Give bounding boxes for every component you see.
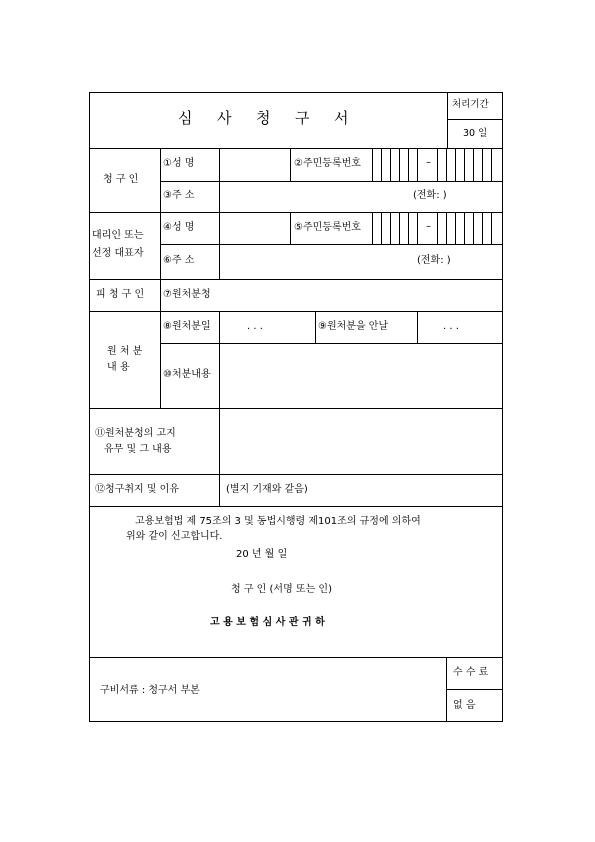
- notice-date-label: ⑨원처분을 안날: [318, 321, 389, 332]
- representative-label: 대리인 또는: [92, 230, 144, 241]
- title-char: 청: [256, 109, 271, 127]
- title-char: 서: [334, 109, 349, 127]
- phone-field: (전화: ): [417, 255, 451, 266]
- purpose-value: (별지 기재와 같음): [226, 484, 308, 495]
- phone-field: (전화: ): [413, 190, 447, 201]
- rrn-dash: –: [426, 157, 431, 168]
- processing-period-label: 처리기간: [452, 99, 489, 110]
- notice-label: ⑪원처분청의 고지: [95, 428, 176, 439]
- rrn-dash: –: [426, 221, 431, 232]
- fee-value: 없 음: [453, 700, 476, 711]
- disposition-date-label: ⑧원처분일: [163, 321, 211, 332]
- title-char: 사: [217, 109, 232, 127]
- claimant-label: 청 구 인: [103, 174, 139, 185]
- attachments-text: 구비서류 : 청구서 부본: [100, 685, 200, 696]
- statement-text: 고용보험법 제 75조의 3 및 동법시행령 제101조의 규정에 의하여: [135, 516, 421, 527]
- notice-label: 유무 및 그 내용: [104, 444, 172, 455]
- rrn-field-label: ②주민등록번호: [294, 158, 361, 169]
- statement-text: 위와 같이 신고합니다.: [126, 531, 223, 542]
- processing-period-value: 30 일: [463, 128, 488, 139]
- date-line: 20 년 월 일: [236, 549, 288, 560]
- rrn-field-label: ⑤주민등록번호: [294, 222, 361, 233]
- title-char: 구: [295, 109, 310, 127]
- representative-label: 선정 대표자: [92, 248, 144, 259]
- disposition-content-label: ⑩처분내용: [163, 369, 211, 380]
- original-disposition-label: 원 처 분: [107, 346, 143, 357]
- name-field-label: ④성 명: [163, 222, 195, 233]
- signature-line: 청 구 인 (서명 또는 인): [231, 584, 332, 595]
- address-field-label: ③주 소: [163, 190, 195, 201]
- respondent-label: 피 청 구 인: [96, 289, 145, 300]
- notice-date-value: . . .: [443, 321, 459, 332]
- disposition-date-value: . . .: [247, 321, 263, 332]
- name-field-label: ①성 명: [163, 158, 195, 169]
- title-char: 심: [178, 109, 193, 127]
- purpose-label: ⑫청구취지 및 이유: [95, 484, 179, 495]
- addressee: 고 용 보 험 심 사 관 귀 하: [210, 617, 325, 628]
- original-agency-label: ⑦원처분청: [163, 289, 211, 300]
- fee-label: 수 수 료: [453, 667, 489, 678]
- address-field-label: ⑥주 소: [163, 255, 195, 266]
- original-disposition-label: 내 용: [107, 362, 130, 373]
